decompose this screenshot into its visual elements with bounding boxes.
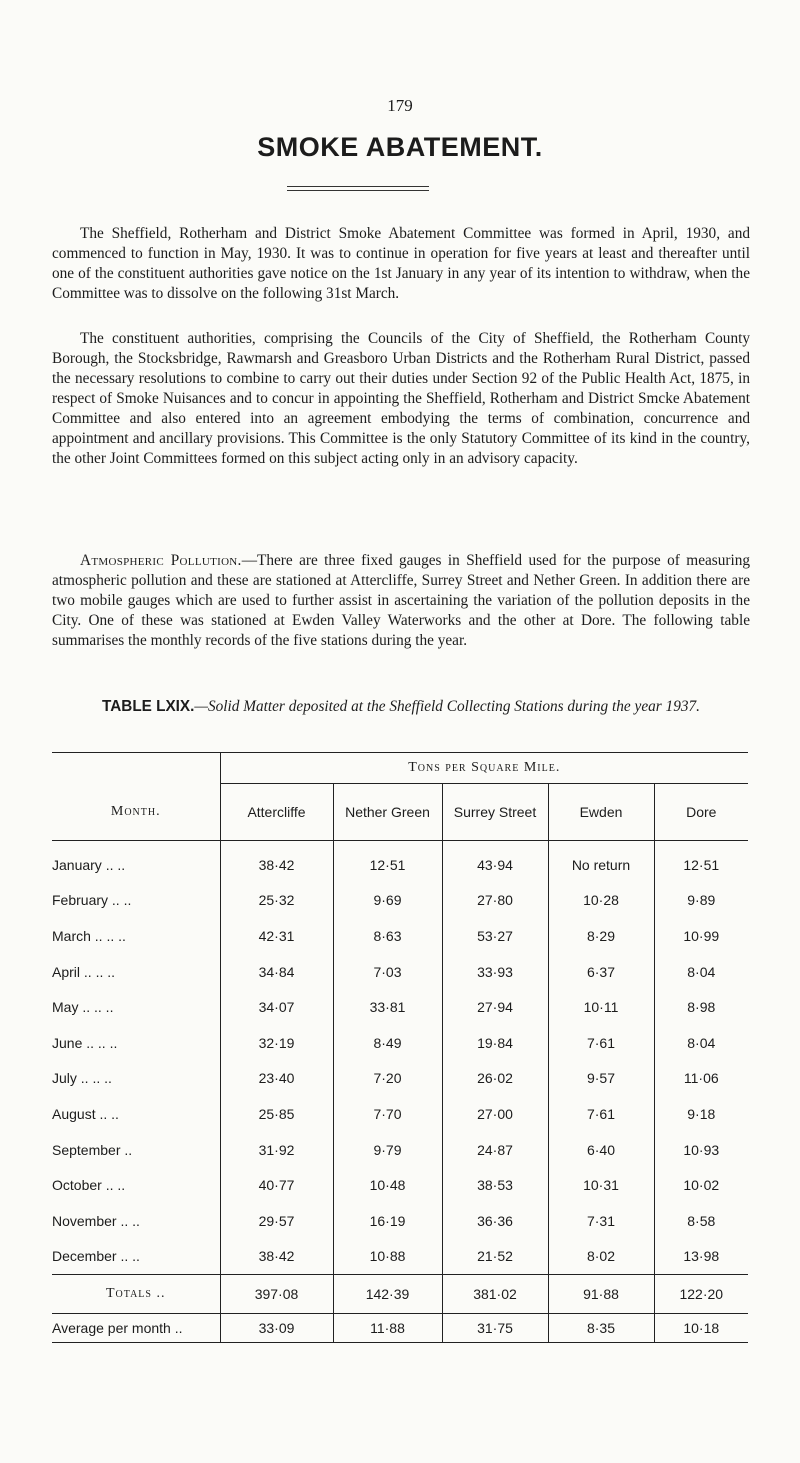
value-cell: 16·19 xyxy=(333,1203,442,1239)
value-cell: 38·42 xyxy=(220,1239,333,1275)
month-name: April .. xyxy=(52,963,92,980)
leader-dots: .. .. xyxy=(116,1212,140,1229)
totals-row xyxy=(52,1275,748,1314)
value-cell: 21·52 xyxy=(442,1239,548,1275)
value-cell: 34·84 xyxy=(220,954,333,990)
leader-dots: .. .. xyxy=(116,1248,140,1265)
leader-dots: .. .. xyxy=(91,963,116,980)
value-cell: 8·04 xyxy=(654,1025,748,1061)
month-cell xyxy=(52,883,220,919)
table-id: TABLE LXIX. xyxy=(102,698,195,715)
table-caption-text: —Solid Matter deposited at the Sheffield Collecting Stations during the year 1937. xyxy=(194,698,700,715)
table-row xyxy=(52,1167,748,1203)
table-row xyxy=(52,883,748,919)
month-cell xyxy=(52,841,220,883)
value-cell: 34·07 xyxy=(220,989,333,1025)
totals-label: Totals .. xyxy=(52,1275,220,1314)
value-cell: 26·02 xyxy=(442,1061,548,1097)
value-cell: 36·36 xyxy=(442,1203,548,1239)
month-name: October xyxy=(52,1177,102,1194)
value-cell: 9·69 xyxy=(333,883,442,919)
leader-dots: .. .. xyxy=(101,1177,126,1194)
average-surrey-street: 31·75 xyxy=(442,1314,548,1343)
value-cell: 6·37 xyxy=(548,954,654,990)
tons-per-square-mile-header: Tons per Square Mile. xyxy=(220,753,748,784)
month-name: July .. xyxy=(52,1070,89,1087)
value-cell: 9·89 xyxy=(654,883,748,919)
solid-matter-table xyxy=(52,752,748,1343)
leader-dots: .. .. xyxy=(101,856,126,873)
value-cell: 25·85 xyxy=(220,1096,333,1132)
total-attercliffe: 397·08 xyxy=(220,1275,333,1314)
page-heading: SMOKE ABATEMENT. xyxy=(257,132,543,162)
value-cell: 7·31 xyxy=(548,1203,654,1239)
header-blank xyxy=(52,753,220,784)
value-cell: 27·80 xyxy=(442,883,548,919)
month-cell xyxy=(52,918,220,954)
value-cell: 9·57 xyxy=(548,1061,654,1097)
month-name: March .. xyxy=(52,927,103,944)
value-cell: 7·61 xyxy=(548,1096,654,1132)
value-cell: 13·98 xyxy=(654,1239,748,1275)
value-cell: 9·79 xyxy=(333,1132,442,1168)
paragraph-atmospheric-pollution xyxy=(52,551,750,651)
month-column-header: Month. xyxy=(52,784,220,841)
total-dore: 122·20 xyxy=(654,1275,748,1314)
month-cell xyxy=(52,1061,220,1097)
month-name: June .. xyxy=(52,1034,95,1051)
month-name: December xyxy=(52,1248,117,1265)
paragraph-lead-in: Atmospheric Pollution. xyxy=(80,552,242,569)
value-cell: 11·06 xyxy=(654,1061,748,1097)
paragraph-constituent-authorities: The constituent authorities, comprising the Councils of the City of Sheffield, the Rotherham County Borough, the Stocksbridge, Rawmarsh and Greasboro Urban Districts and the Rotherham Rural District, passed the necessary resolutions to combine to carry out their duties under Section 92 of the Public Health Act, 1875, in respect of Smoke Nuisances and to concur in appointing the Sheffield, Rotherham and District Smcke Abatement Committee and also entered into an agreement embodying the terms of combination, concurrence and appointment and ancillary provisions. This Committee is the only Statutory Committee of its kind in the country, the other Joint Committees formed on this subject acting only in an advisory capacity. xyxy=(52,330,750,467)
value-cell: 8·98 xyxy=(654,989,748,1025)
value-cell: 7·20 xyxy=(333,1061,442,1097)
month-cell xyxy=(52,1203,220,1239)
month-cell xyxy=(52,989,220,1025)
column-header-nether-green: Nether Green xyxy=(333,784,442,841)
table-row xyxy=(52,1203,748,1239)
value-cell: 12·51 xyxy=(654,841,748,883)
month-name: November xyxy=(52,1212,117,1229)
leader-dots: .. .. xyxy=(88,1070,112,1087)
total-ewden: 91·88 xyxy=(548,1275,654,1314)
paragraph-body: —There are three fixed gauges in Sheffield used for the purpose of measuring atmospheric pollution and these are stationed at Attercliffe, Surrey Street and Nether Green. In addition there are two mobile gauges which are used to further assist in ascertaining the variation of the pollution deposits in the City. One of these was stationed at Ewden Valley Waterworks and the other at Dore. The following table summarises the monthly records of the five stations during the year. xyxy=(52,552,751,649)
month-cell xyxy=(52,1096,220,1132)
value-cell: 6·40 xyxy=(548,1132,654,1168)
average-attercliffe: 33·09 xyxy=(220,1314,333,1343)
value-cell: 12·51 xyxy=(333,841,442,883)
total-nether-green: 142·39 xyxy=(333,1275,442,1314)
value-cell: 42·31 xyxy=(220,918,333,954)
value-cell: 27·00 xyxy=(442,1096,548,1132)
value-cell: 10·31 xyxy=(548,1167,654,1203)
table-row xyxy=(52,841,748,883)
value-cell: 31·92 xyxy=(220,1132,333,1168)
table-group-header-row xyxy=(52,753,748,784)
table-row xyxy=(52,989,748,1025)
value-cell: 9·18 xyxy=(654,1096,748,1132)
month-name: February xyxy=(52,892,109,909)
column-header-attercliffe: Attercliffe xyxy=(220,784,333,841)
value-cell: 25·32 xyxy=(220,883,333,919)
value-cell: 7·61 xyxy=(548,1025,654,1061)
value-cell: 10·93 xyxy=(654,1132,748,1168)
table-row xyxy=(52,1061,748,1097)
heading-rule-top xyxy=(287,186,429,187)
average-label: Average per month .. xyxy=(52,1314,220,1343)
value-cell: 8·58 xyxy=(654,1203,748,1239)
table-column-header-row xyxy=(52,784,748,841)
leader-dots: .. .. xyxy=(108,892,132,909)
value-cell: 53·27 xyxy=(442,918,548,954)
value-cell: 19·84 xyxy=(442,1025,548,1061)
value-cell: 23·40 xyxy=(220,1061,333,1097)
leader-dots: .. .. xyxy=(102,927,126,944)
value-cell: 33·81 xyxy=(333,989,442,1025)
month-cell xyxy=(52,954,220,990)
table-row xyxy=(52,1239,748,1275)
value-cell: No return xyxy=(548,841,654,883)
value-cell: 33·93 xyxy=(442,954,548,990)
month-name: September xyxy=(52,1141,121,1158)
total-surrey-street: 381·02 xyxy=(442,1275,548,1314)
value-cell: 8·49 xyxy=(333,1025,442,1061)
month-name: August xyxy=(52,1105,96,1122)
leader-dots: .. .. xyxy=(95,1105,119,1122)
value-cell: 38·42 xyxy=(220,841,333,883)
table-row xyxy=(52,954,748,990)
table-row xyxy=(52,1132,748,1168)
table-row xyxy=(52,918,748,954)
page-number: 179 xyxy=(387,96,413,115)
value-cell: 32·19 xyxy=(220,1025,333,1061)
value-cell: 10·02 xyxy=(654,1167,748,1203)
value-cell: 29·57 xyxy=(220,1203,333,1239)
leader-dots: .. .. xyxy=(90,999,114,1016)
average-row xyxy=(52,1314,748,1343)
column-header-ewden: Ewden xyxy=(548,784,654,841)
value-cell: 10·99 xyxy=(654,918,748,954)
value-cell: 10·88 xyxy=(333,1239,442,1275)
average-nether-green: 11·88 xyxy=(333,1314,442,1343)
value-cell: 40·77 xyxy=(220,1167,333,1203)
table-row xyxy=(52,1096,748,1132)
value-cell: 38·53 xyxy=(442,1167,548,1203)
value-cell: 8·04 xyxy=(654,954,748,990)
value-cell: 8·63 xyxy=(333,918,442,954)
month-cell xyxy=(52,1025,220,1061)
value-cell: 10·48 xyxy=(333,1167,442,1203)
value-cell: 10·11 xyxy=(548,989,654,1025)
heading-rule-bottom xyxy=(287,190,429,191)
value-cell: 27·94 xyxy=(442,989,548,1025)
monthly-rows xyxy=(52,841,748,1275)
value-cell: 24·87 xyxy=(442,1132,548,1168)
value-cell: 8·29 xyxy=(548,918,654,954)
month-cell xyxy=(52,1239,220,1275)
column-header-surrey-street: Surrey Street xyxy=(442,784,548,841)
paragraph-committee-formation: The Sheffield, Rotherham and District Smoke Abatement Committee was formed in April, 1930, and commenced to function in May, 1930. It was to continue in operation for five years at least and thereafter until one of the constituent authorities gave notice on the 1st January in any year of its intention to withdraw, when the Committee was to dissolve on the following 31st March. xyxy=(52,225,750,302)
leader-dots: .. xyxy=(120,1141,133,1158)
month-name: January xyxy=(52,856,102,873)
leader-dots: .. .. xyxy=(94,1034,118,1051)
value-cell: 7·03 xyxy=(333,954,442,990)
table-row xyxy=(52,1025,748,1061)
average-ewden: 8·35 xyxy=(548,1314,654,1343)
value-cell: 10·28 xyxy=(548,883,654,919)
average-dore: 10·18 xyxy=(654,1314,748,1343)
month-cell xyxy=(52,1132,220,1168)
column-header-dore: Dore xyxy=(654,784,748,841)
value-cell: 8·02 xyxy=(548,1239,654,1275)
value-cell: 43·94 xyxy=(442,841,548,883)
month-name: May .. xyxy=(52,999,91,1016)
month-cell xyxy=(52,1167,220,1203)
table-caption xyxy=(52,696,750,718)
value-cell: 7·70 xyxy=(333,1096,442,1132)
